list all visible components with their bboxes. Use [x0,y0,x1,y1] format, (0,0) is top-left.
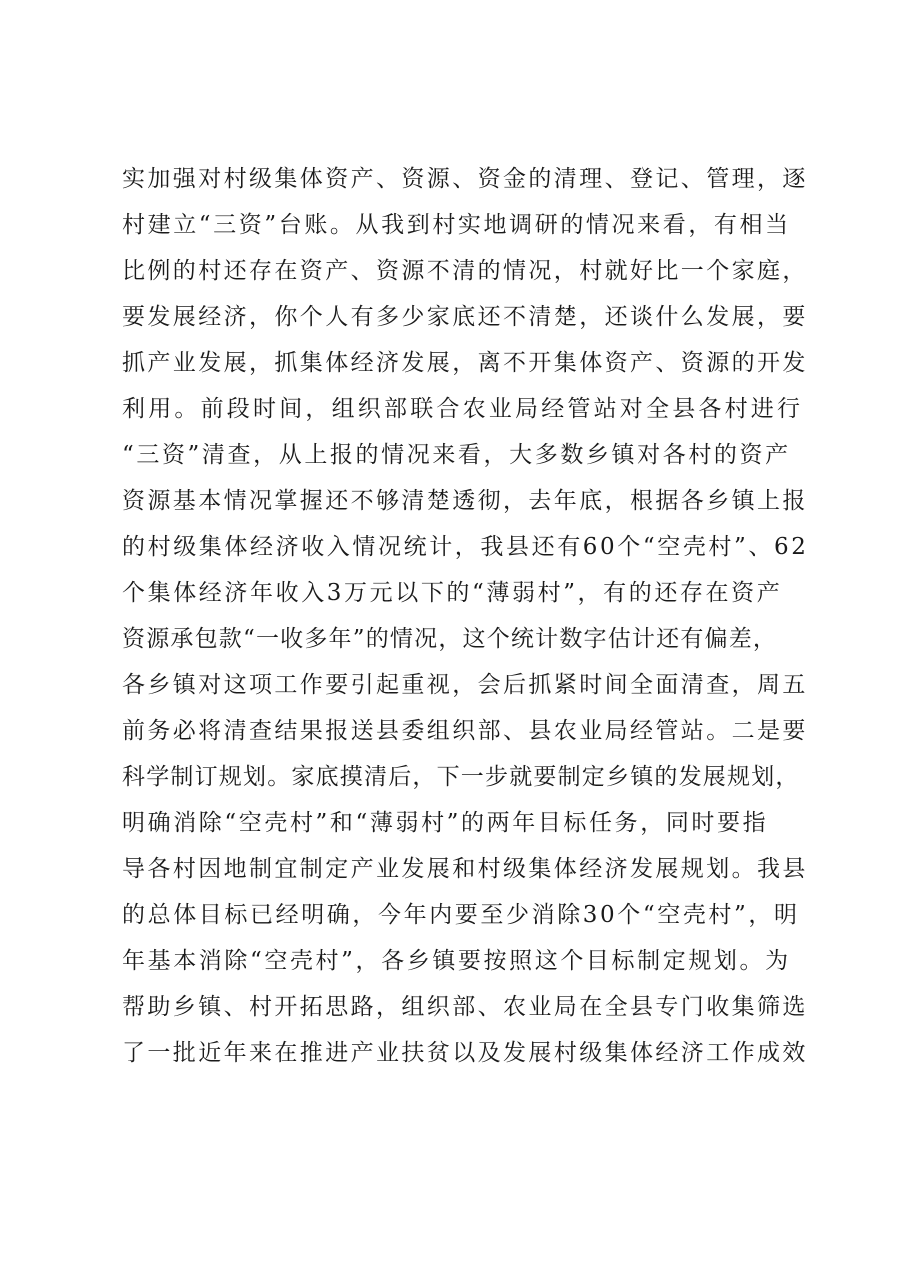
text-line: 年基本消除“空壳村”，各乡镇要按照这个目标制定规划。为 [122,948,791,974]
text-line: 的村级集体经济收入情况统计，我县还有60个“空壳村”、62 [122,534,809,560]
text-line: 抓产业发展，抓集体经济发展，离不开集体资产、资源的开发 [122,350,808,376]
text-line: “三资”清查，从上报的情况来看，大多数乡镇对各村的资产 [122,442,791,468]
text-line: 前务必将清查结果报送县委组织部、县农业局经管站。二是要 [122,718,808,744]
text-line: 比例的村还存在资产、资源不清的情况，村就好比一个家庭， [122,258,808,284]
text-line: 各乡镇对这项工作要引起重视，会后抓紧时间全面清查，周五 [122,672,808,698]
text-line: 个集体经济年收入3万元以下的“薄弱村”，有的还存在资产 [122,580,783,606]
text-line: 村建立“三资”台账。从我到村实地调研的情况来看，有相当 [122,212,791,238]
text-line: 资源承包款“一收多年”的情况，这个统计数字估计还有偏差， [122,626,778,652]
text-line: 导各村因地制宜制定产业发展和村级集体经济发展规划。我县 [122,856,808,882]
body-paragraph [122,156,812,1076]
text-line: 科学制订规划。家底摸清后，下一步就要制定乡镇的发展规划， [122,764,800,790]
text-line: 了一批近年来在推进产业扶贫以及发展村级集体经济工作成效 [122,1040,808,1066]
text-line: 实加强对村级集体资产、资源、资金的清理、登记、管理，逐 [122,166,808,192]
text-line: 利用。前段时间，组织部联合农业局经管站对全县各村进行 [122,396,804,422]
text-line: 要发展经济，你个人有多少家底还不清楚，还谈什么发展，要 [122,304,808,330]
text-line: 帮助乡镇、村开拓思路，组织部、农业局在全县专门收集筛选 [122,994,808,1020]
text-line: 的总体目标已经明确，今年内要至少消除30个“空壳村”，明 [122,902,800,928]
text-line: 资源基本情况掌握还不够清楚透彻，去年底，根据各乡镇上报 [122,488,808,514]
text-line: 明确消除“空壳村”和“薄弱村”的两年目标任务，同时要指 [122,810,769,836]
